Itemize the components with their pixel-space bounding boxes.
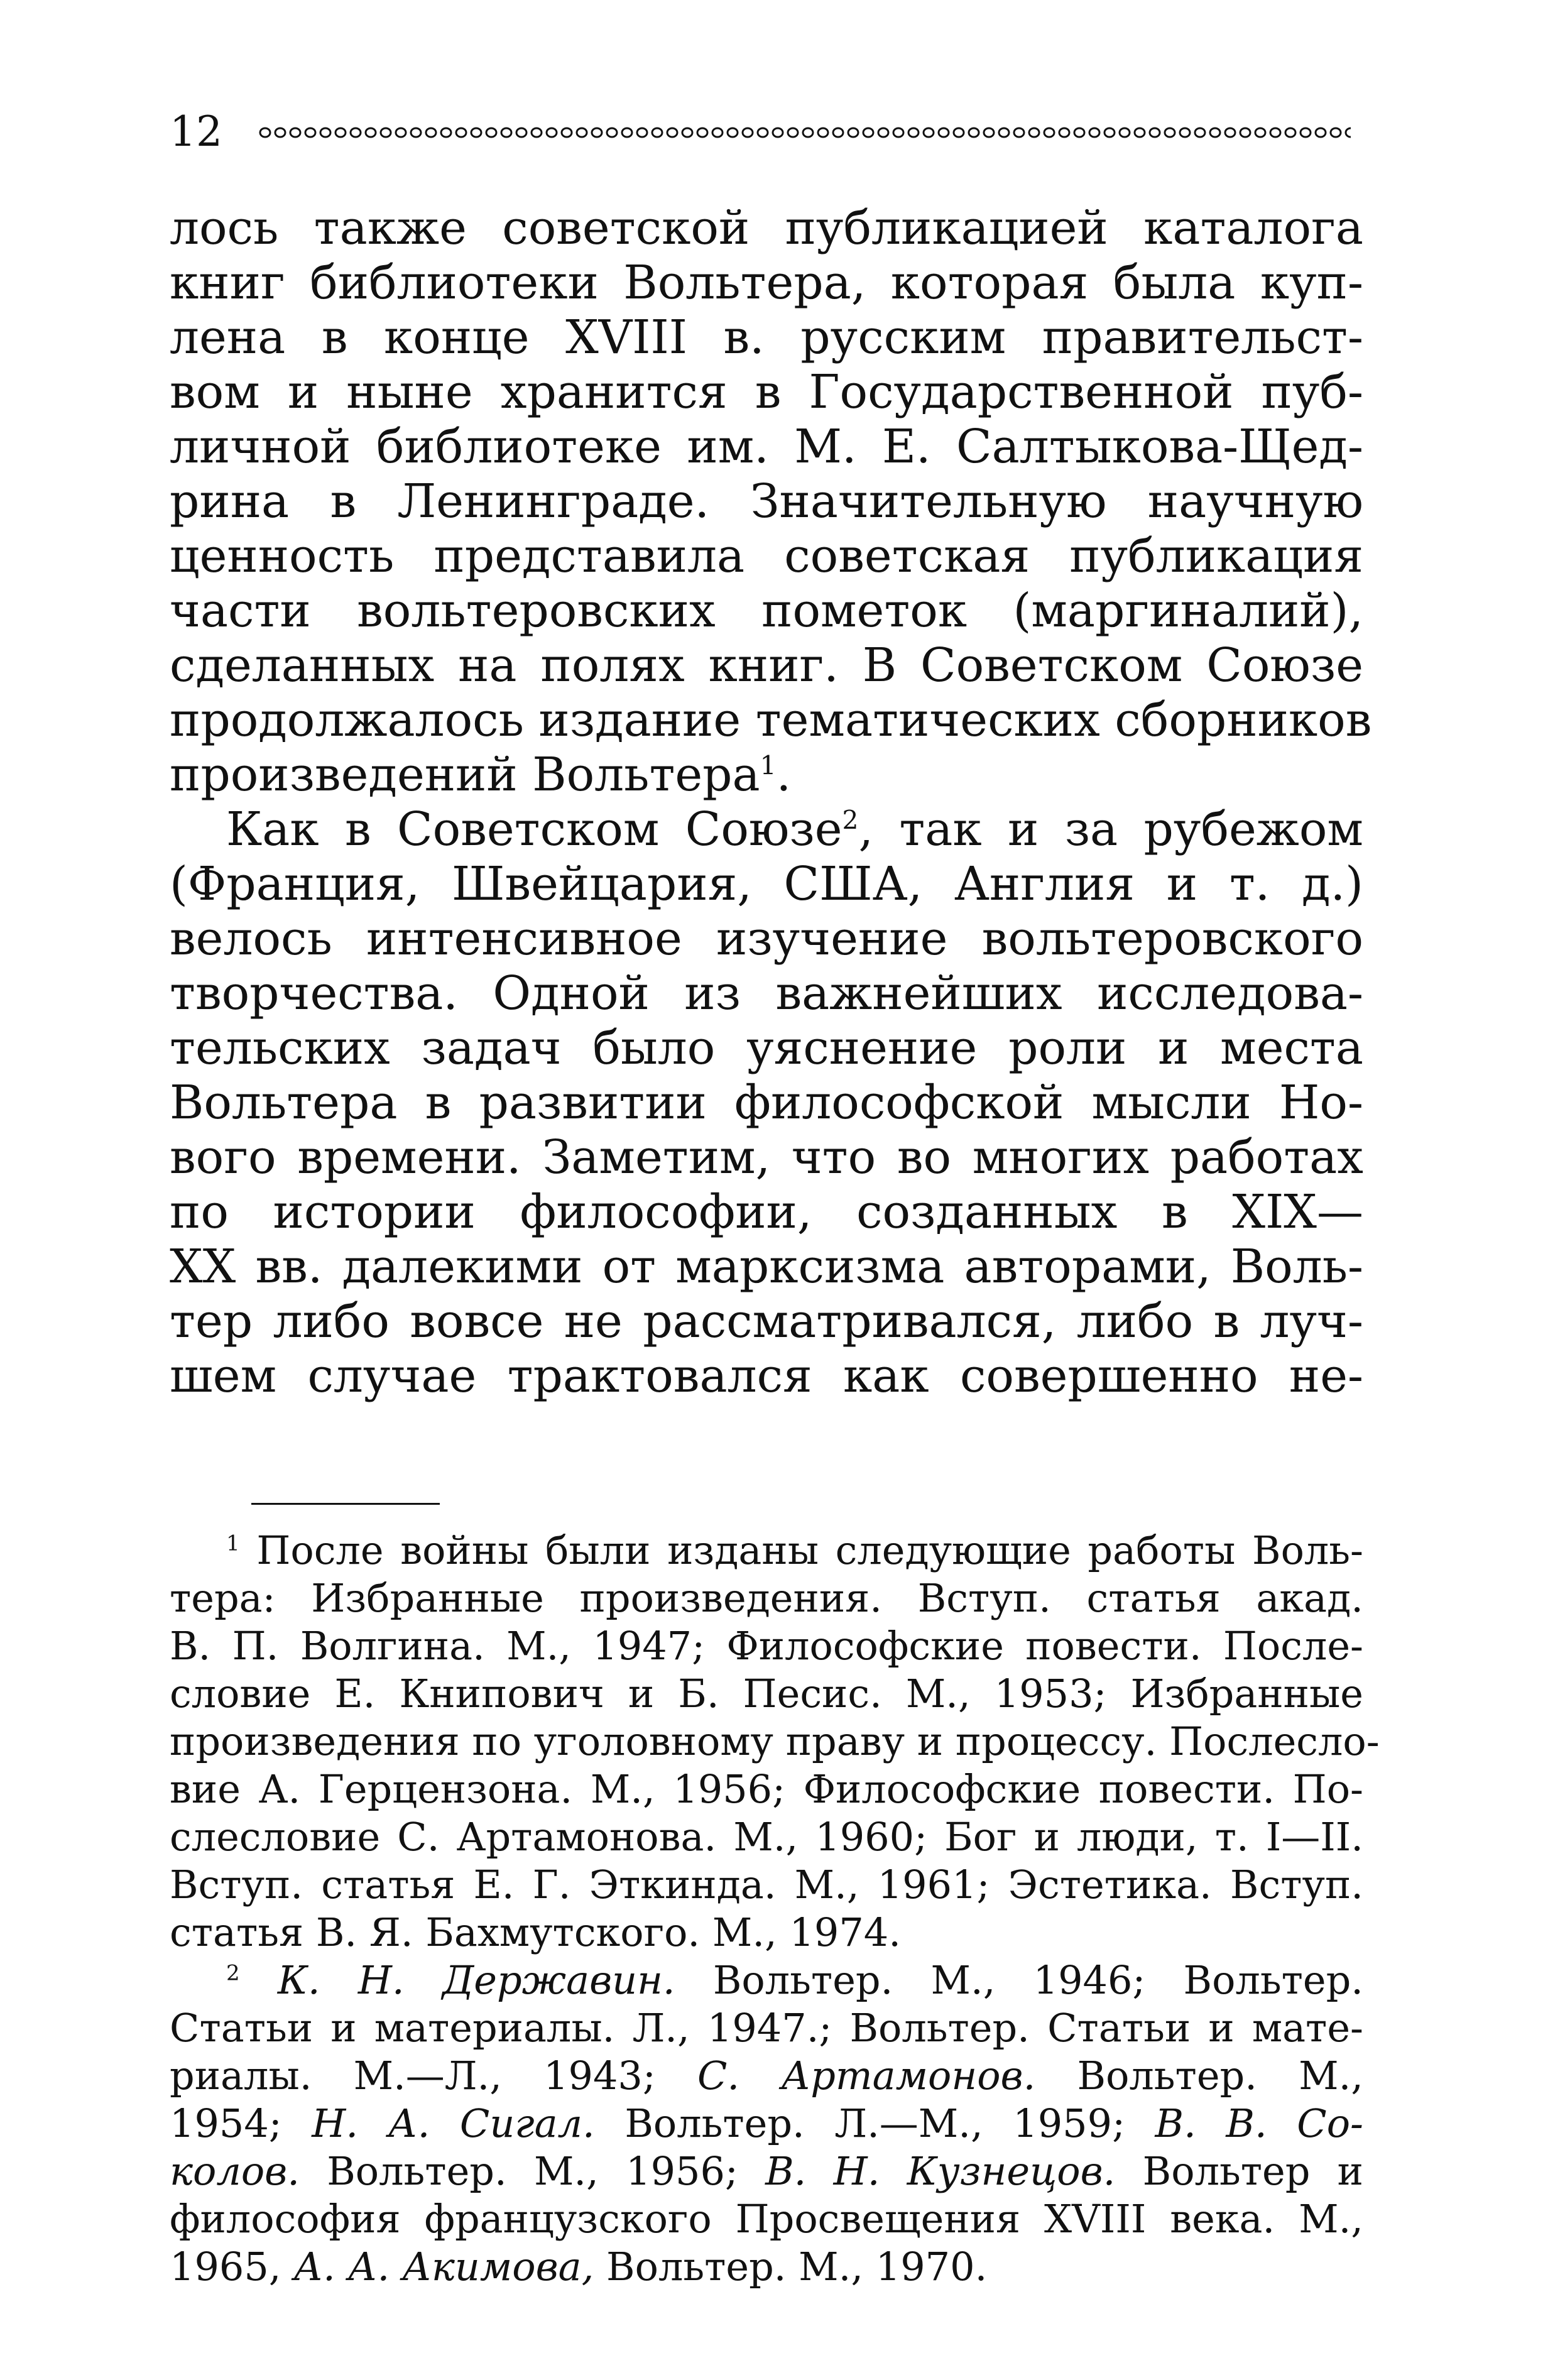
footnote-ref-2: 2 [842,805,859,836]
text-line: продолжалось издание тематических сборников [170,693,1372,747]
footnote-separator [251,1503,440,1505]
text-line: лена в конце XVIII в. русским правительст- [170,310,1363,364]
text-line: шем случае трактовался как совершенно не- [170,1349,1363,1403]
text-line: рина в Ленинграде. Значительную научную [170,474,1363,528]
footnote-line: В. П. Волгина. М., 1947; Философские повести. После- [170,1623,1363,1669]
footnote-line: тера: Избранные произведения. Вступ. статья акад. [170,1575,1363,1621]
paragraph-2 [170,802,1363,1404]
footnote-line: словие Е. Книпович и Б. Песис. М., 1953; Избранные [170,1671,1363,1717]
text-line: тер либо вовсе не рассматривался, либо в луч- [170,1294,1363,1348]
text-fragment: Как в Советском Союзе [226,802,842,856]
text-fragment: произведений Вольтера [170,748,760,802]
footnote-line [170,1527,1363,1575]
text-line: XX вв. далекими от марксизма авторами, Воль- [170,1240,1363,1294]
text-fragment: риалы. М.—Л., 1943; [170,2053,697,2099]
text-fragment: Вольтер. М., 1956; [299,2148,766,2194]
footnote-line: произведения по уголовному праву и процессу. Послесло- [170,1718,1380,1764]
footnote-line: Статьи и материалы. Л., 1947.; Вольтер. Статьи и мате- [170,2005,1363,2051]
paragraph-1 [170,201,1372,802]
text-line: личной библиотеке им. М. Е. Салтыкова-Щед- [170,420,1363,474]
footnote-line [170,2243,1363,2291]
ornamental-rule [258,126,1351,139]
author-name: А. А. Акимова, [293,2244,594,2290]
text-line: сделанных на полях книг. В Советском Союзе [170,638,1363,692]
author-name: В. Н. Кузнецов. [765,2148,1116,2194]
text-line: вом и ныне хранится в Государственной пуб- [170,365,1363,419]
footnote-2 [170,1957,1363,2291]
text-line: лось также советской публикацией каталога [170,201,1363,255]
text-fragment: . [776,748,792,802]
footnote-marker-2: 2 [226,1960,240,1986]
footnote-line [170,2148,1363,2195]
footnote-1 [170,1527,1380,1957]
author-name: С. Артамонов. [697,2053,1036,2099]
text-fragment: Вольтер и [1115,2148,1363,2194]
text-line: тельских задач было уяснение роли и места [170,1021,1363,1075]
footnote-line: Вступ. статья Е. Г. Эткинда. М., 1961; Эстетика. Вступ. [170,1862,1363,1908]
text-fragment: 1965, [170,2244,294,2290]
author-name: К. Н. Державин. [277,1957,675,2003]
text-line-first [170,802,1363,857]
text-line: ценность представила советская публикация [170,529,1363,583]
text-fragment: После войны были изданы следующие работы Воль- [256,1527,1363,1573]
author-name: В. В. Со- [1155,2100,1363,2146]
text-fragment: Вольтер. М., 1946; Вольтер. [675,1957,1363,2003]
text-fragment: Вольтер. М., 1970. [594,2244,988,2290]
text-line: творчества. Одной из важнейших исследова- [170,966,1363,1020]
text-line: вого времени. Заметим, что во многих работах [170,1130,1363,1184]
text-fragment: , так и за рубежом [858,802,1363,856]
page-header [170,107,1363,157]
text-line: Вольтера в развитии философской мысли Но- [170,1076,1363,1130]
text-fragment: 1954; [170,2100,312,2146]
footnote-marker-1: 1 [226,1531,240,1556]
text-line: по истории философии, созданных в XIX— [170,1185,1363,1239]
text-line-last [170,748,1363,802]
text-fragment: Вольтер. Л.—М., 1959; [594,2100,1155,2146]
main-text [170,201,1372,1404]
author-name: колов. [170,2148,300,2194]
footnote-line [170,2100,1363,2148]
author-name: Н. А. Сигал. [312,2100,595,2146]
text-line: (Франция, Швейцария, США, Англия и т. д.) [170,857,1363,911]
footnote-line: статья В. Я. Бахмутского. М., 1974. [170,1909,901,1955]
footnote-line [170,2052,1363,2100]
footnote-line: вие А. Герцензона. М., 1956; Философские повести. По- [170,1766,1363,1812]
text-fragment: Вольтер. М., [1035,2053,1363,2099]
footnote-line: слесловие С. Артамонова. М., 1960; Бог и люди, т. I—II. [170,1814,1363,1860]
text-line: велось интенсивное изучение вольтеровского [170,912,1363,966]
footnote-line [170,1957,1363,2004]
text-line: книг библиотеки Вольтера, которая была куп- [170,256,1363,310]
page-number: 12 [170,107,222,156]
footnote-line: философия французского Просвещения XVIII века. М., [170,2196,1363,2242]
footnotes [170,1527,1380,2291]
text-line: части вольтеровских пометок (маргиналий), [170,584,1363,638]
footnote-ref-1: 1 [760,750,777,781]
